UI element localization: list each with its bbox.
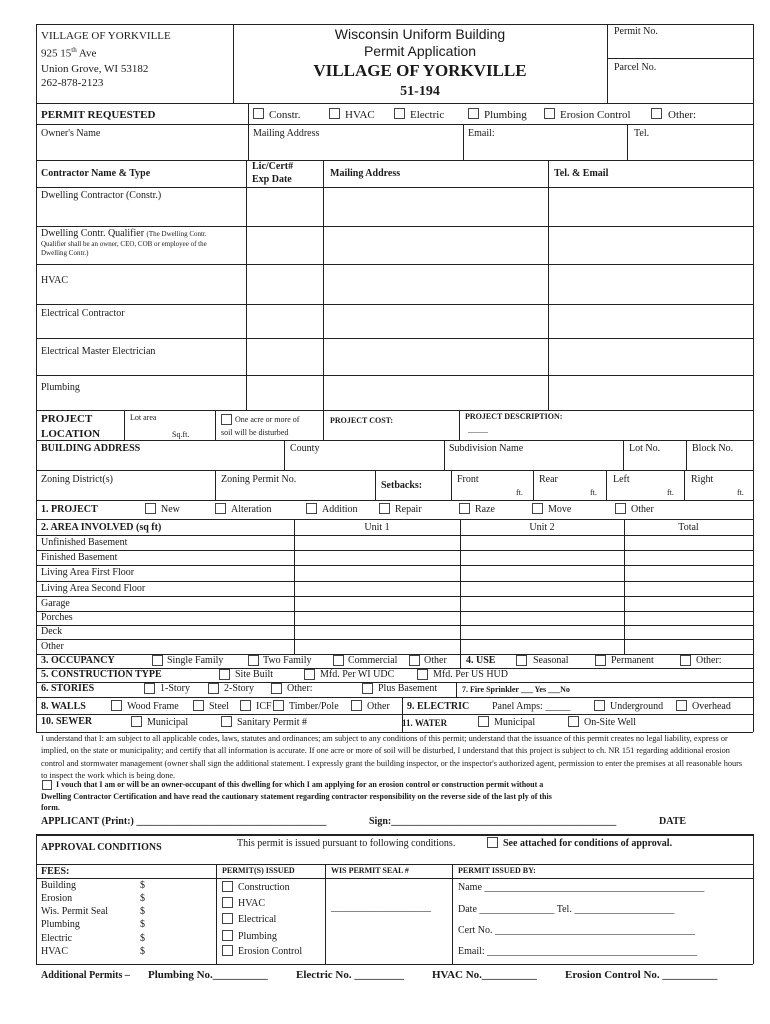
issued-hvac-label: HVAC — [238, 898, 266, 909]
issued-by-date-tel-field[interactable]: Date _______________ Tel. ____________________ — [458, 904, 675, 915]
right-ft: ft. — [737, 488, 744, 497]
constr-checkbox[interactable] — [253, 108, 264, 119]
electric-label: Electric — [410, 109, 445, 121]
mailing-header: Mailing Address — [330, 168, 401, 179]
zoning-district-label: Zoning District(s) — [41, 474, 113, 485]
additional-permits-label: Additional Permits – — [41, 970, 130, 981]
one-acre-label-1: One acre or more of — [235, 415, 300, 424]
steel-checkbox[interactable] — [193, 700, 204, 711]
project-description-blank[interactable]: _____ — [468, 425, 488, 434]
other-checkbox[interactable] — [651, 108, 662, 119]
parcel-no-label: Parcel No. — [614, 62, 657, 73]
sanitary-permit-checkbox[interactable] — [221, 716, 232, 727]
area-involved-label: 2. AREA INVOLVED (sq ft) — [41, 522, 162, 533]
see-attached-checkbox[interactable] — [487, 837, 498, 848]
plus-basement-label: Plus Basement — [378, 683, 438, 694]
issued-construction-checkbox[interactable] — [222, 881, 233, 892]
fee-dollar[interactable]: $ — [140, 933, 145, 944]
owner-occupant-checkbox[interactable] — [42, 780, 52, 790]
fee-dollar[interactable]: $ — [140, 893, 145, 904]
electric-no-field[interactable]: Electric No. _________ — [296, 969, 404, 981]
wis-permit-seal-field[interactable]: ____________________ — [331, 902, 431, 913]
wood-frame-label: Wood Frame — [127, 701, 179, 712]
icf-label: ICF — [256, 701, 272, 712]
steel-label: Steel — [209, 701, 229, 712]
project-cost-label: PROJECT COST: — [330, 416, 394, 425]
issued-erosion-label: Erosion Control — [238, 946, 303, 957]
fire-sprinkler-label[interactable]: 7. Fire Sprinkler ___ Yes ___No — [462, 685, 570, 694]
fee-item-label: HVAC — [41, 946, 69, 957]
setback-left: Left — [613, 474, 630, 485]
village-phone: 262-878-2123 — [41, 77, 104, 89]
raze-label: Raze — [475, 504, 495, 515]
sewer-label: 10. SEWER — [41, 716, 93, 727]
vouch-line-3: form. — [41, 803, 60, 812]
area-row-label: Finished Basement — [41, 552, 118, 563]
occupancy-label: 3. OCCUPANCY — [41, 655, 115, 666]
plumbing-checkbox[interactable] — [468, 108, 479, 119]
date-label: DATE — [659, 816, 687, 827]
other-project-label: Other — [631, 504, 654, 515]
area-row-label: Porches — [41, 612, 73, 623]
underground-label: Underground — [610, 701, 664, 712]
qualifier-note-3: Dwelling Contr.) — [41, 249, 89, 257]
erosion-control-no-field[interactable]: Erosion Control No. __________ — [565, 969, 718, 981]
issued-by-name-field[interactable]: Name ____________________________________________ — [458, 882, 705, 893]
electric-label: 9. ELECTRIC — [407, 701, 470, 712]
area-row-label: Garage — [41, 598, 70, 609]
form-title-3: VILLAGE OF YORKVILLE — [313, 61, 527, 80]
permit-no-label: Permit No. — [614, 26, 658, 37]
rear-ft: ft. — [590, 488, 597, 497]
approval-conditions-label: APPROVAL CONDITIONS — [41, 842, 162, 853]
mfd-hud-label: Mfd. Per US HUD — [433, 669, 508, 680]
panel-amps-field[interactable]: Panel Amps: _____ — [492, 701, 571, 712]
master-electrician-label: Electrical Master Electrician — [41, 346, 156, 357]
commercial-label: Commercial — [348, 655, 398, 666]
fee-dollar[interactable]: $ — [140, 946, 145, 957]
owner-email-field[interactable]: Email: — [468, 128, 495, 139]
sewer-municipal-label: Municipal — [147, 717, 189, 728]
approval-issued-text: This permit is issued pursuant to following conditions. — [237, 838, 456, 849]
form-title-4: 51-194 — [400, 84, 440, 99]
onsite-well-checkbox[interactable] — [568, 716, 579, 727]
project-location-label-1: PROJECT — [41, 413, 93, 425]
lot-area-label: Lot area — [130, 413, 157, 422]
other-use-label: Other: — [696, 655, 722, 666]
single-family-label: Single Family — [167, 655, 224, 666]
erosion-label: Erosion Control — [560, 109, 631, 121]
new-label: New — [161, 504, 180, 515]
overhead-label: Overhead — [692, 701, 731, 712]
repair-label: Repair — [395, 504, 422, 515]
raze-checkbox[interactable] — [459, 503, 470, 514]
fee-item-label: Erosion — [41, 893, 73, 904]
sewer-municipal-checkbox[interactable] — [131, 716, 142, 727]
plumbing-contractor-label: Plumbing — [41, 382, 80, 393]
village-street: 925 15th Ave — [41, 46, 97, 60]
electrical-contractor-label: Electrical Contractor — [41, 308, 125, 319]
construction-type-label: 5. CONSTRUCTION TYPE — [41, 669, 162, 680]
issued-by-email-field[interactable]: Email: __________________________________________ — [458, 946, 698, 957]
area-row-label: Living Area First Floor — [41, 567, 135, 578]
hvac-contractor-label: HVAC — [41, 275, 69, 286]
timber-pole-label: Timber/Pole — [289, 701, 339, 712]
project-location-label-2: LOCATION — [41, 428, 101, 440]
owner-name-field[interactable]: Owner's Name — [41, 128, 101, 139]
project-type-label: 1. PROJECT — [41, 504, 98, 515]
issued-construction-label: Construction — [238, 882, 290, 893]
move-label: Move — [548, 504, 572, 515]
area-row-label: Unfinished Basement — [41, 537, 128, 548]
qualifier-note-2: Qualifier shall be an owner, CEO, COB or employee of the — [41, 240, 207, 248]
fee-dollar[interactable]: $ — [140, 906, 145, 917]
vouch-line-1: I vouch that I am or will be an owner-occupant of this dwelling for which I am applying for an erosion control or construction permit without a — [56, 780, 544, 789]
other-use-checkbox[interactable] — [680, 655, 691, 666]
setbacks-label: Setbacks: — [381, 480, 423, 491]
permit-requested-label: PERMIT REQUESTED — [41, 109, 156, 121]
fee-item-label: Wis. Permit Seal — [41, 906, 109, 917]
other-occupancy-checkbox[interactable] — [409, 655, 420, 666]
village-name: VILLAGE OF YORKVILLE — [41, 30, 171, 42]
mfd-udc-checkbox[interactable] — [304, 669, 315, 680]
hvac-label: HVAC — [345, 109, 375, 121]
electric-checkbox[interactable] — [394, 108, 405, 119]
plumbing-no-field[interactable]: Plumbing No.__________ — [148, 969, 268, 981]
issued-erosion-checkbox[interactable] — [222, 945, 233, 956]
plus-basement-checkbox[interactable] — [362, 683, 373, 694]
two-family-label: Two Family — [263, 655, 312, 666]
permit-issued-by-label: PERMIT ISSUED BY: — [458, 866, 536, 875]
two-story-checkbox[interactable] — [208, 683, 219, 694]
hvac-no-field[interactable]: HVAC No.__________ — [432, 969, 537, 981]
vouch-line-2: Dwelling Contractor Certification and have read the cautionary statement regarding contractor responsibility on the reverse side of the last ply of this — [41, 792, 552, 801]
mfd-udc-label: Mfd. Per WI UDC — [320, 669, 395, 680]
lic-header-2: Exp Date — [252, 174, 292, 185]
issued-electrical-label: Electrical — [238, 914, 277, 925]
subdivision-label: Subdivision Name — [449, 443, 524, 454]
form-title-1: Wisconsin Uniform Building — [334, 26, 506, 42]
wood-frame-checkbox[interactable] — [111, 700, 122, 711]
project-description-label: PROJECT DESCRIPTION: — [465, 412, 563, 421]
walls-label: 8. WALLS — [41, 701, 86, 712]
unit1-header: Unit 1 — [364, 522, 390, 533]
left-ft: ft. — [667, 488, 674, 497]
addition-checkbox[interactable] — [306, 503, 317, 514]
dwelling-contractor-label: Dwelling Contractor (Constr.) — [41, 190, 162, 201]
underground-checkbox[interactable] — [594, 700, 605, 711]
unit2-header: Unit 2 — [529, 522, 555, 533]
applicant-print-field[interactable]: APPLICANT (Print:) ______________________________________ — [41, 816, 327, 827]
site-built-label: Site Built — [235, 669, 274, 680]
site-built-checkbox[interactable] — [219, 669, 230, 680]
owner-tel-field[interactable]: Tel. — [634, 128, 650, 139]
icf-checkbox[interactable] — [240, 700, 251, 711]
statement-text: I understand that I: am subject to all applicable codes, laws, statutes and ordinances; am subject to any conditions of this permit; understand that the issuance of this permit creates no legal liability, express or implied, on the state or municipality; and certify that all information is accurate. If one acre or more of soil will be disturbed, I understand that this project is subject to ch. NR 151 regarding additional erosion control and stormwater management (owner shall sign the additional statement. I expressly grant the building inspector, or the inspector's authorized agent, permission to enter the premises at all reasonable hours to inspect the work which is being done. — [41, 734, 743, 780]
repair-checkbox[interactable] — [379, 503, 390, 514]
hvac-checkbox[interactable] — [329, 108, 340, 119]
other-occupancy-label: Other — [424, 655, 447, 666]
alteration-checkbox[interactable] — [215, 503, 226, 514]
one-story-checkbox[interactable] — [144, 683, 155, 694]
fee-dollar[interactable]: $ — [140, 880, 145, 891]
dwelling-qualifier-label: Dwelling Contr. Qualifier (The Dwelling Contr. — [41, 228, 207, 239]
total-header: Total — [678, 522, 699, 533]
issued-plumbing-label: Plumbing — [238, 931, 277, 942]
permanent-label: Permanent — [611, 655, 654, 666]
tel-email-header: Tel. & Email — [554, 168, 609, 179]
commercial-checkbox[interactable] — [333, 655, 344, 666]
front-ft: ft. — [516, 488, 523, 497]
water-municipal-label: Municipal — [494, 717, 536, 728]
area-row-label: Deck — [41, 626, 63, 637]
timber-pole-checkbox[interactable] — [273, 700, 284, 711]
onsite-well-label: On-Site Well — [584, 717, 637, 728]
lot-no-label: Lot No. — [629, 443, 661, 454]
water-municipal-checkbox[interactable] — [478, 716, 489, 727]
move-checkbox[interactable] — [532, 503, 543, 514]
one-acre-checkbox[interactable] — [221, 414, 232, 425]
zoning-permit-label: Zoning Permit No. — [221, 474, 297, 485]
use-label: 4. USE — [466, 655, 496, 666]
owner-mailing-field[interactable]: Mailing Address — [253, 128, 320, 139]
other-story-label: Other: — [287, 683, 313, 694]
village-city: Union Grove, WI 53182 — [41, 63, 149, 75]
seasonal-label: Seasonal — [533, 655, 569, 666]
sqft-label: Sq.ft. — [172, 430, 190, 439]
fee-item-label: Plumbing — [41, 919, 80, 930]
lic-header-1: Lic/Cert# — [252, 161, 294, 172]
area-row-label: Living Area Second Floor — [41, 583, 146, 594]
permits-issued-label: PERMIT(S) ISSUED — [222, 866, 295, 875]
issued-hvac-checkbox[interactable] — [222, 897, 233, 908]
one-story-label: 1-Story — [160, 683, 190, 694]
fees-label: FEES: — [41, 866, 70, 877]
other-project-checkbox[interactable] — [615, 503, 626, 514]
overhead-checkbox[interactable] — [676, 700, 687, 711]
block-no-label: Block No. — [692, 443, 734, 454]
stories-label: 6. STORIES — [41, 683, 95, 694]
other-walls-checkbox[interactable] — [351, 700, 362, 711]
two-story-label: 2-Story — [224, 683, 254, 694]
setback-rear: Rear — [539, 474, 558, 485]
alteration-label: Alteration — [231, 504, 272, 515]
other-label: Other: — [668, 109, 697, 121]
form-title-2: Permit Application — [363, 43, 477, 59]
applicant-sign-field[interactable]: Sign:_____________________________________________ — [369, 816, 617, 827]
permanent-checkbox[interactable] — [595, 655, 606, 666]
mfd-hud-checkbox[interactable] — [417, 669, 428, 680]
two-family-checkbox[interactable] — [248, 655, 259, 666]
fee-item-label: Electric — [41, 933, 73, 944]
county-label: County — [290, 443, 320, 454]
one-acre-label-2: soil will be disturbed — [221, 428, 289, 437]
constr-label: Constr. — [269, 109, 301, 121]
see-attached-label: See attached for conditions of approval. — [503, 838, 673, 849]
addition-label: Addition — [322, 504, 358, 515]
issued-by-cert-field[interactable]: Cert No. ________________________________________ — [458, 925, 695, 936]
setback-right: Right — [691, 474, 714, 485]
water-label: 11. WATER — [402, 718, 448, 728]
seasonal-checkbox[interactable] — [516, 655, 527, 666]
single-family-checkbox[interactable] — [152, 655, 163, 666]
fee-item-label: Building — [41, 880, 77, 891]
other-walls-label: Other — [367, 701, 390, 712]
wis-permit-seal-label: WIS PERMIT SEAL # — [331, 866, 409, 875]
area-row-label: Other — [41, 641, 64, 652]
erosion-checkbox[interactable] — [544, 108, 555, 119]
new-checkbox[interactable] — [145, 503, 156, 514]
issued-plumbing-checkbox[interactable] — [222, 930, 233, 941]
sanitary-permit-label: Sanitary Permit # — [237, 717, 307, 728]
issued-electrical-checkbox[interactable] — [222, 913, 233, 924]
fee-dollar[interactable]: $ — [140, 919, 145, 930]
setback-front: Front — [457, 474, 479, 485]
other-story-checkbox[interactable] — [271, 683, 282, 694]
contractor-name-header: Contractor Name & Type — [41, 168, 151, 179]
plumbing-label: Plumbing — [484, 109, 527, 121]
building-address-label: BUILDING ADDRESS — [41, 443, 141, 454]
